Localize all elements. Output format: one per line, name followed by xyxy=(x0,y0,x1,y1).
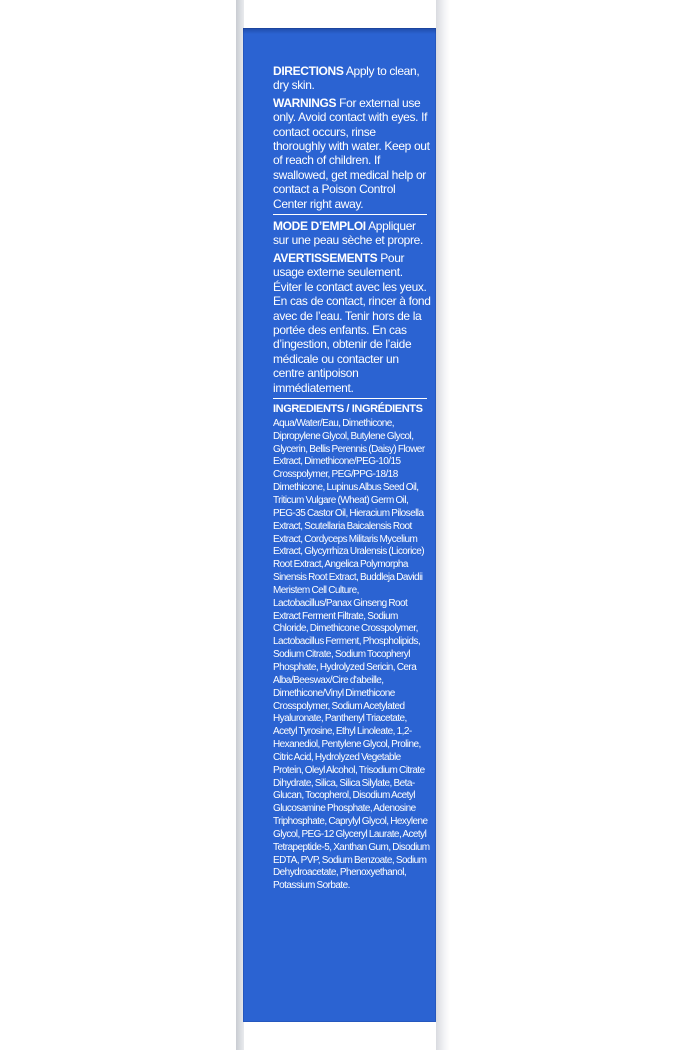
divider-rule xyxy=(273,214,427,215)
avertissements-heading: AVERTISSEMENTS xyxy=(273,250,378,265)
ingredients-list: Aqua/Water/Eau, Dimethicone, Dipropylene Glycol, Butylene Glycol, Glycerin, Bellis Perennis (Daisy) Flower Extract, Dimethicone/PEG-10/15 Crosspolymer, PEG/PPG-18/18 Dimethicone, Lupinus Albus Seed Oil, Triticum Vulgare (Wheat) Germ Oil, PEG-35 Castor Oil, Hieracium Pilosella Extract, Scutellaria Baicalensis Root Extract, Cordyceps Militaris Mycelium Extract, Glycyrrhiza Uralensis (Licorice) Root Extract, Angelica Polymorpha Sinensis Root Extract, Buddleja Davidii Meristem Cell Culture, Lactobacillus/Panax Ginseng Root Extract Ferment Filtrate, Sodium Chloride, Dimethicone Crosspolymer, Lactobacillus Ferment, Phospholipids, Sodium Citrate, Sodium Tocopheryl Phosphate, Hydrolyzed Sericin, Cera Alba/Beeswax/Cire d'abeille, Dimethicone/Vinyl Dimethicone Crosspolymer, Sodium Acetylated Hyaluronate, Panthenyl Triacetate, Acetyl Tyrosine, Ethyl Linoleate, 1,2-Hexanediol, Pentylene Glycol, Proline, Citric Acid, Hydrolyzed Vegetable Protein, Oleyl Alcohol, Trisodium Citrate Dihydrate, Silica, Silica Silylate, Beta-Glucan, Tocopherol, Disodium Acetyl Glucosamine Phosphate, Adenosine Triphosphate, Caprylyl Glycol, Hexylene Glycol, PEG-12 Glyceryl Laurate, Acetyl Tetrapeptide-5, Xanthan Gum, Disodium EDTA, PVP, Sodium Benzoate, Sodium Dehydroacetate, Phenoxyethanol, Potassium Sorbate. xyxy=(273,417,430,892)
avertissements-paragraph xyxy=(273,251,431,395)
warnings-heading: WARNINGS xyxy=(273,95,337,110)
mode-emploi-paragraph xyxy=(273,219,431,248)
directions-paragraph xyxy=(273,64,431,93)
directions-text: Apply to clean, dry skin. xyxy=(273,64,420,93)
divider-rule xyxy=(273,398,427,399)
package-right-edge xyxy=(436,0,450,1050)
warnings-text: For external use only. Avoid contact with eyes. If contact occurs, rinse thoroughly with water. Keep out of reach of children. If swallowed, get medical help or contact a Poison Control Center right away. xyxy=(273,95,430,211)
directions-heading: DIRECTIONS xyxy=(273,64,344,78)
mode-emploi-text: Appliquer sur une peau sèche et propre. xyxy=(273,219,423,248)
panel-top-shadow xyxy=(243,28,436,34)
ingredients-title: INGREDIENTS / INGRÉDIENTS xyxy=(273,402,423,415)
label-text xyxy=(273,64,431,893)
warnings-paragraph xyxy=(273,96,431,211)
avertissements-text: Pour usage externe seulement. Éviter le contact avec les yeux. En cas de contact, rincer à fond avec de l’eau. Tenir hors de la portée des enfants. En cas d’ingestion, obtenir de l’aide médicale ou contacter un centre antipoison immédiatement. xyxy=(273,250,431,395)
mode-emploi-heading: MODE D’EMPLOI xyxy=(273,219,366,234)
